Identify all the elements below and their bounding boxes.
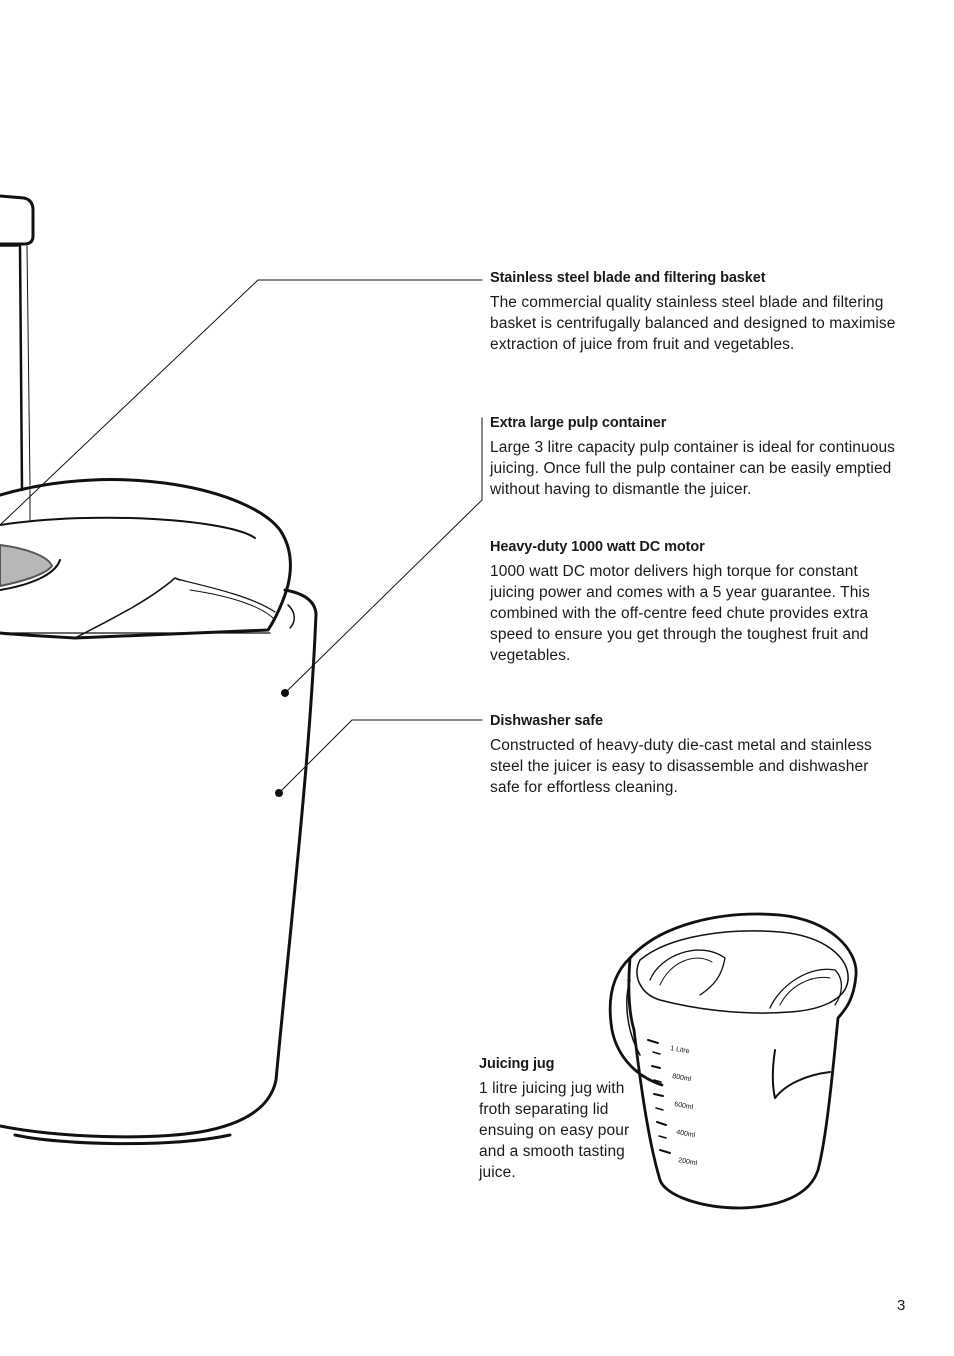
feature-juicing-jug (479, 1055, 639, 1183)
feature-body: 1 litre juicing jug with froth separating lid ensuing on easy pour and a smooth tasting juice. (479, 1080, 630, 1181)
feature-body: The commercial quality stainless steel blade and filtering basket is centrifugally balanced and designed to maximise extraction of juice from fruit and vegetables. (490, 294, 896, 353)
feature-title: Dishwasher safe (490, 713, 603, 729)
feature-title: Extra large pulp container (490, 415, 667, 431)
feed-chute (0, 196, 33, 490)
callout-dot (281, 689, 289, 697)
feature-body: Large 3 litre capacity pulp container is ideal for continuous juicing. Once full the pulp container can be easily emptied without having to dismantle the juicer. (490, 439, 896, 498)
feature-title: Juicing jug (479, 1056, 555, 1072)
jug-marking: 400ml (675, 1129, 696, 1140)
jug-marking: 600ml (673, 1101, 694, 1112)
jug-marking: 1 Litre (669, 1045, 691, 1056)
feature-blade-basket (490, 269, 900, 355)
feature-pulp-container (490, 414, 910, 500)
feature-dishwasher-safe (490, 712, 900, 798)
callout-dot (275, 789, 283, 797)
feature-body: Constructed of heavy-duty die-cast metal and stainless steel the juicer is easy to disassemble and dishwasher safe for effortless cleaning. (490, 737, 872, 796)
feature-body: 1000 watt DC motor delivers high torque for constant juicing power and comes with a 5 year guarantee. This combined with the off-centre feed chute provides extra speed to ensure you get through the toughest fruit and vegetables. (490, 563, 870, 664)
feature-motor (490, 538, 900, 666)
filter-basket-mesh (0, 545, 60, 590)
leader-lines (0, 280, 482, 793)
jug-marking: 200ml (677, 1157, 698, 1168)
page-number: 3 (897, 1297, 906, 1314)
juicing-jug (610, 914, 856, 1208)
feature-title: Stainless steel blade and filtering basket (490, 270, 766, 286)
jug-marking: 800ml (671, 1073, 692, 1084)
feature-title: Heavy-duty 1000 watt DC motor (490, 539, 705, 555)
pulp-container (0, 590, 316, 1144)
